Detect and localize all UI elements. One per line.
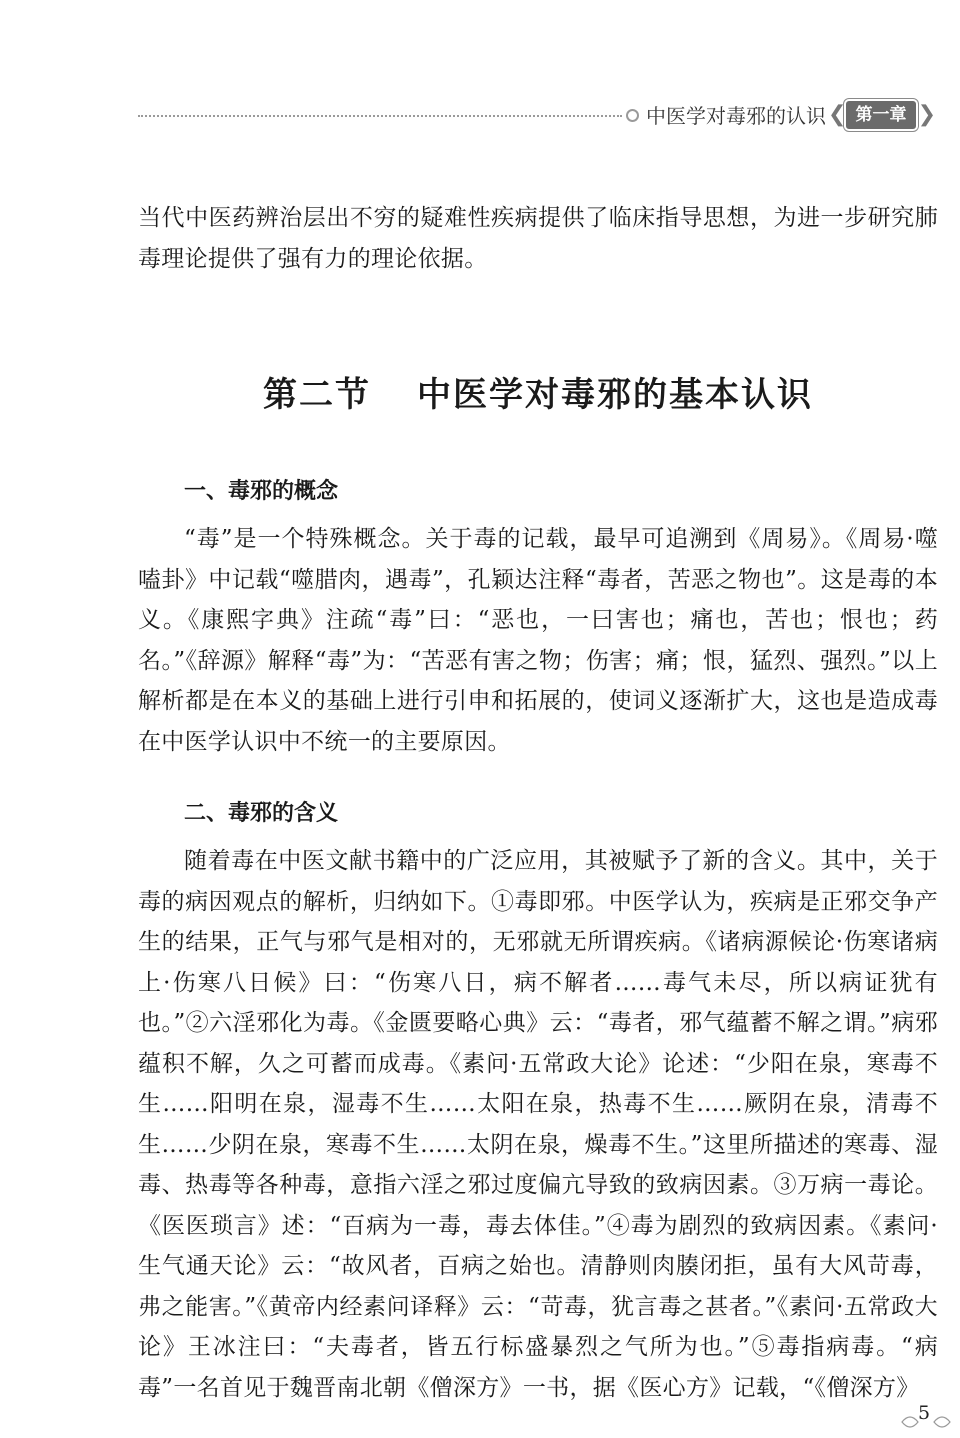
page-body — [138, 198, 938, 1408]
running-header — [138, 96, 938, 136]
chapter-ornament-left-icon: ❮ — [828, 102, 847, 127]
page-footer — [900, 1400, 952, 1434]
chapter-badge-wrap — [828, 96, 936, 134]
section-heading — [138, 367, 938, 416]
subsection-heading-meaning: 二、毒邪的含义 — [184, 801, 339, 826]
running-title: 中医学对毒邪的认识 — [646, 104, 826, 128]
section-number: 第二节 — [263, 375, 371, 415]
chapter-badge: 第一章 — [846, 101, 916, 129]
header-circle-ornament — [626, 109, 639, 122]
concept-paragraph: “毒”是一个特殊概念。关于毒的记载，最早可追溯到《周易》。《周易·噬嗑卦》中记载“噬腊肉，遇毒”，孔颖达注释“毒者，苦恶之物也”。这是毒的本义。《康熙字典》注疏“毒”曰：“恶也，一曰害也；痛也，苦也；恨也；药名。”《辞源》解释“毒”为：“苦恶有害之物；伤害；痛；恨，猛烈、强烈。”以上解析都是在本义的基础上进行引申和拓展的，使词义逐渐扩大，这也是造成毒在中医学认识中不统一的主要原因。 — [138, 526, 938, 755]
header-dotted-rule — [138, 115, 622, 117]
intro-paragraph: 当代中医药辨治层出不穷的疑难性疾病提供了临床指导思想，为进一步研究肺毒理论提供了强有力的理论依据。 — [138, 205, 938, 272]
meaning-paragraph: 随着毒在中医文献书籍中的广泛应用，其被赋予了新的含义。其中，关于毒的病因观点的解析，归纳如下。①毒即邪。中医学认为，疾病是正邪交争产生的结果，正气与邪气是相对的，无邪就无所谓疾病。《诸病源候论·伤寒诸病上·伤寒八日候》曰：“伤寒八日，病不解者……毒气未尽，所以病证犹有也。”②六淫邪化为毒。《金匮要略心典》云：“毒者，邪气蕴蓄不解之谓。”病邪蕴积不解，久之可蓄而成毒。《素问·五常政大论》论述：“少阳在泉，寒毒不生……阳明在泉，湿毒不生……太阳在泉，热毒不生……厥阴在泉，清毒不生……少阴在泉，寒毒不生……太阴在泉，燥毒不生。”这里所描述的寒毒、湿毒、热毒等各种毒，意指六淫之邪过度偏亢导致的致病因素。③万病一毒论。《医医琐言》述：“百病为一毒，毒去体佳。”④毒为剧烈的致病因素。《素问·生气通天论》云：“故风者，百病之始也。清静则肉腠闭拒，虽有大风苛毒，弗之能害。”《黄帝内经素问译释》云：“苛毒，犹言毒之甚者。”《素问·五常政大论》王冰注曰：“夫毒者，皆五行标盛暴烈之气所为也。”⑤毒指病毒。“病毒”一名首见于魏晋南北朝《僧深方》一书，据《医心方》记载，“《僧深方》 — [138, 848, 938, 1401]
section-title: 中医学对毒邪的基本认识 — [417, 375, 813, 415]
subsection-heading-concept: 一、毒邪的概念 — [184, 479, 339, 504]
page-number: 5 — [918, 1402, 931, 1424]
chapter-ornament-right-icon: ❯ — [917, 102, 936, 127]
